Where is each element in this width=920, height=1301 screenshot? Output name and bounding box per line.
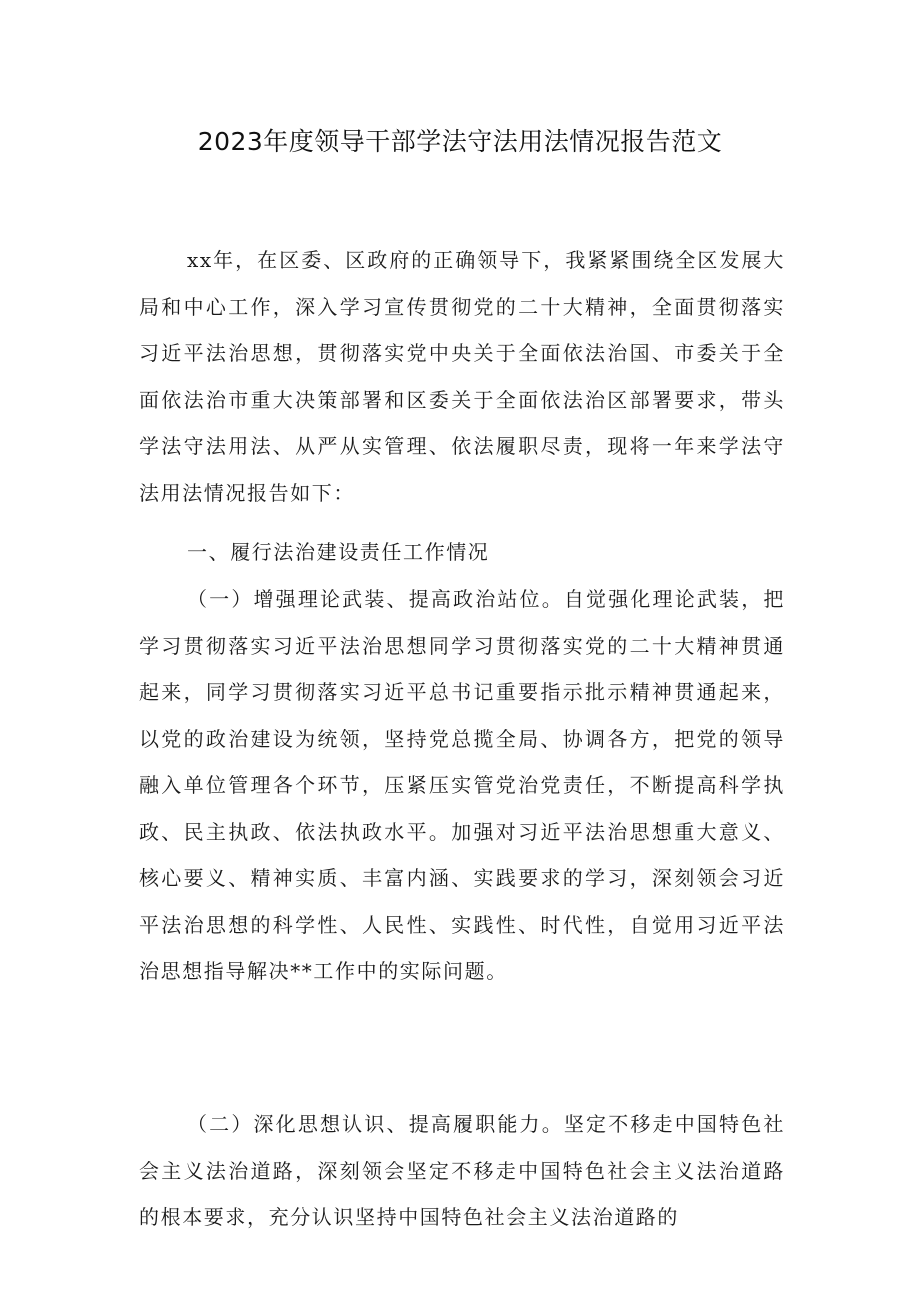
subsection-paragraph-1: （一）增强理论武装、提高政治站位。自觉强化理论武装，把学习贯彻落实习近平法治思想同学习贯彻落实党的二十大精神贯通起来，同学习贯彻落实习近平总书记重要指示批示精神贯通起来，以党的政治建设为统领，坚持党总揽全局、协调各方，把党的领导融入单位管理各个环节，压紧压实管党治党责任，不断提高科学执政、民主执政、依法执政水平。加强对习近平法治思想重大意义、核心要义、精神实质、丰富内涵、实践要求的学习，深刻领会习近平法治思想的科学性、人民性、实践性、时代性，自觉用习近平法治思想指导解决**工作中的实际问题。: [139, 587, 785, 983]
subsection-paragraph-2: （二）深化思想认识、提高履职能力。坚定不移走中国特色社会主义法治道路，深刻领会坚定不移走中国特色社会主义法治道路的根本要求，充分认识坚持中国特色社会主义法治道路的: [139, 1112, 785, 1229]
intro-paragraph: xx年，在区委、区政府的正确领导下，我紧紧围绕全区发展大局和中心工作，深入学习宣传贯彻党的二十大精神，全面贯彻落实习近平法治思想，贯彻落实党中央关于全面依法治国、市委关于全面依法治市重大决策部署和区委关于全面依法治区部署要求，带头学法守法用法、从严从实管理、依法履职尽责，现将一年来学法守法用法情况报告如下：: [139, 248, 785, 505]
document-title: 2023年度领导干部学法守法用法情况报告范文: [197, 127, 723, 156]
section-heading-1: 一、履行法治建设责任工作情况: [187, 540, 490, 564]
